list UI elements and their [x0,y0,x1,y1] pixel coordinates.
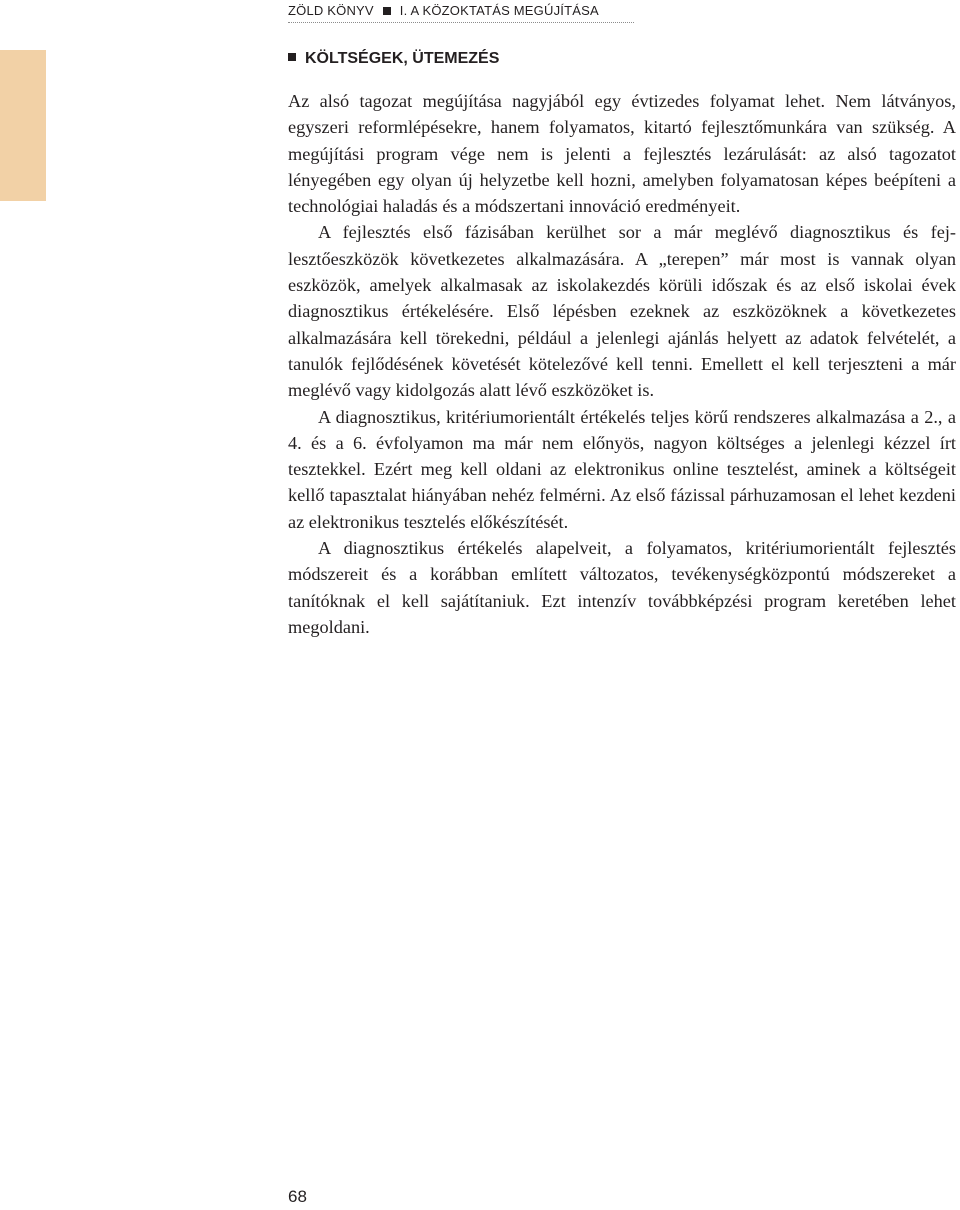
square-bullet-icon [288,53,296,61]
page-number: 68 [288,1187,307,1206]
chapter-side-tab [0,50,46,201]
running-head [288,2,634,23]
square-bullet-icon [383,7,391,15]
paragraph: A diagnosztikus értékelés alapelveit, a folyamatos, kritériumorientált fejlesztés módszereit és a korábban említett változatos, tevékenységközpontú módszereket a tanítóknak el kell sajátítaniuk. Ezt intenzív továbbképzési program keretében lehet megoldani. [288,538,956,637]
body-text [288,88,956,640]
section-title: KÖLTSÉGEK, ÜTEMEZÉS [305,50,500,67]
running-head-book: ZÖLD KÖNYV [288,3,374,18]
running-head-chapter: I. A KÖZOKTATÁS MEGÚJÍTÁSA [399,3,599,18]
paragraph: A fejlesztés első fázisában kerülhet sor a már meglévő diagnosztikus és fejlesztőeszközök következetes alkalmazására. A „terepen” már most is vannak olyan eszközök, amelyek alkalmasak az iskolakezdés körüli időszak és az első iskolai évek diagnosztikus értékelésére. Első lépésben ezeknek az eszközöknek a következetes alkalmazására kell törekedni, például a jelenlegi ajánlás helyett az adatok felvételét, a tanulók fejlődésének követését kötelezővé kell tenni. Emellett el kell terjeszteni a már meglévő vagy kidolgozás alatt lévő eszközöket is. [288,222,956,401]
section-heading [288,47,499,71]
paragraph: Az alsó tagozat megújítása nagyjából egy évtizedes folyamat lehet. Nem látványos, egyszeri reformlépésekre, hanem folyamatos, kitartó fejlesztőmunkára van szükség. A megújítási program vége nem is jelenti a fejlesztés lezárulását: az alsó tagozatot lényegében egy olyan új helyzetbe kell hozni, amelyben folyamatosan képes beépíteni a technológiai haladás és a módszertani innováció eredményeit. [288,91,956,217]
paragraph: A diagnosztikus, kritériumorientált értékelés teljes körű rendszeres alkalmazása a 2., a 4. és a 6. évfolyamon ma már nem előnyös, nagyon költséges a jelenlegi kézzel írt tesztekkel. Ezért meg kell oldani az elektronikus online tesztelést, aminek a költségeit kellő tapasztalat hiányában nehéz felmérni. Az első fázissal párhuzamosan el lehet kezdeni az elektronikus tesztelés előkészítését. [288,406,956,532]
